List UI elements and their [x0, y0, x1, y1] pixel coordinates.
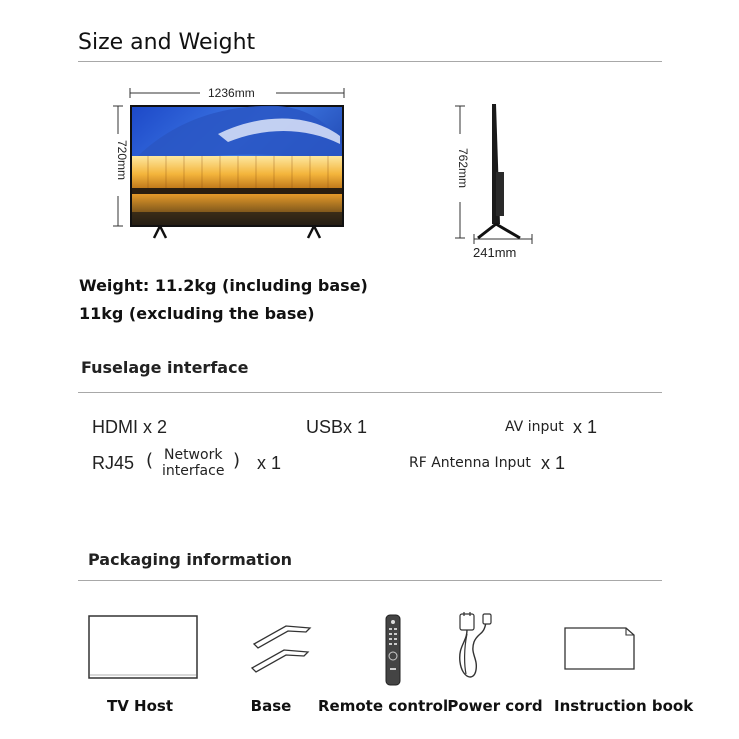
side-height-dimension-label: 762mm — [456, 148, 470, 189]
rj45-note-line1: Network — [163, 447, 223, 463]
rf-antenna-label: RF Antenna Input — [409, 455, 531, 471]
packaging-divider — [78, 580, 662, 581]
weight-without-base: 11kg (excluding the base) — [79, 304, 315, 323]
size-weight-title: Size and Weight — [78, 30, 256, 55]
package-item-power-cord: Power cord — [447, 697, 543, 715]
package-item-instruction-book: Instruction book — [554, 697, 694, 715]
width-dimension-label: 1236mm — [208, 86, 255, 100]
interface-divider — [78, 392, 662, 393]
interface-title: Fuselage interface — [81, 358, 249, 377]
depth-dimension-label: 241mm — [473, 245, 517, 260]
remote-control-icon — [383, 614, 403, 686]
rf-antenna-count: x 1 — [541, 453, 566, 473]
usb-port-count: USBx 1 — [306, 417, 368, 437]
weight-with-base: Weight: 11.2kg (including base) — [79, 276, 368, 295]
packaging-title: Packaging information — [88, 550, 293, 569]
package-item-remote-control: Remote control — [318, 697, 449, 715]
hdmi-port-count: HDMI x 2 — [92, 417, 168, 437]
size-divider — [78, 61, 662, 62]
av-input-count: x 1 — [573, 417, 598, 437]
height-dimension-label: 720mm — [115, 140, 129, 181]
tv-front-dimension-drawing — [108, 84, 358, 244]
rj45-count: x 1 — [257, 453, 282, 473]
instruction-book-icon — [564, 627, 636, 671]
rj45-close-paren: ) — [233, 450, 241, 471]
power-cord-icon — [452, 612, 496, 688]
package-item-tv-host: TV Host — [106, 697, 174, 715]
av-input-label: AV input — [505, 419, 564, 435]
rj45-note-line2: interface — [162, 463, 225, 479]
base-legs-icon — [248, 620, 314, 676]
rj45-note — [162, 447, 224, 479]
rj45-open-paren: ( — [146, 450, 154, 471]
rj45-label: RJ45 — [92, 453, 135, 473]
package-item-base: Base — [250, 697, 292, 715]
tv-host-icon — [88, 615, 200, 683]
